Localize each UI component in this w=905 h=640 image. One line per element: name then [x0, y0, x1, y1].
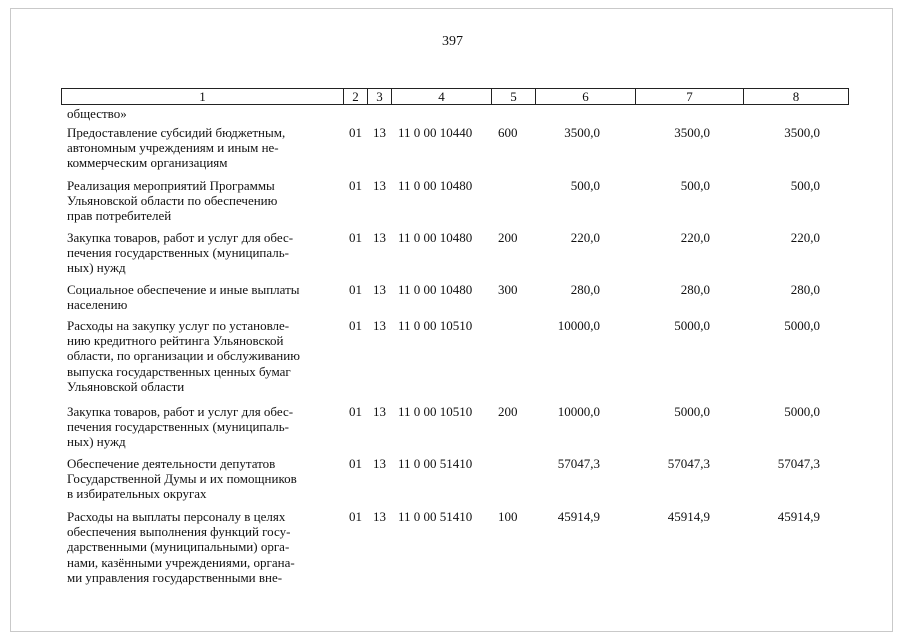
- description-line: ных) нужд: [67, 260, 126, 276]
- cell-expense-type: 200: [498, 404, 518, 419]
- cell-amount-8: 45914,9: [777, 509, 820, 524]
- cell-amount-8: 220,0: [790, 230, 820, 245]
- cell-expense-type: 100: [498, 509, 518, 524]
- cell-target-article: 11 0 00 10480: [398, 178, 473, 193]
- cell-amount-6: 45914,9: [557, 509, 600, 524]
- cell-subsection: 13: [373, 178, 386, 193]
- description-line: Обеспечение деятельности депутатов: [67, 456, 276, 471]
- row-description: [67, 125, 337, 171]
- header-col-8: 8: [792, 89, 800, 104]
- cell-target-article: 11 0 00 10480: [398, 282, 473, 297]
- cell-subsection: 13: [373, 125, 386, 140]
- cell-subsection: 13: [373, 404, 386, 419]
- description-line: печения государственных (муниципаль-: [67, 245, 290, 261]
- cell-subsection: 13: [373, 509, 386, 524]
- description-line: обеспечения выполнения функций госу-: [67, 524, 291, 540]
- cell-amount-7: 500,0: [680, 178, 710, 193]
- row-description: [67, 178, 337, 224]
- cell-amount-6: 500,0: [570, 178, 600, 193]
- cell-section: 01: [349, 318, 362, 333]
- cell-expense-type: 600: [498, 125, 518, 140]
- description-line: Расходы на закупку услуг по установле-: [67, 318, 290, 333]
- cell-amount-7: 220,0: [680, 230, 710, 245]
- cell-amount-8: 3500,0: [784, 125, 820, 140]
- cell-amount-7: 3500,0: [674, 125, 710, 140]
- description-line: нию кредитного рейтинга Ульяновской: [67, 333, 284, 349]
- row-description: [67, 282, 337, 312]
- cell-section: 01: [349, 125, 362, 140]
- header-col-3: 3: [368, 89, 392, 104]
- description-line: ми управления государственными вне-: [67, 569, 283, 585]
- description-line: Расходы на выплаты персоналу в целях: [67, 509, 286, 524]
- cell-amount-8: 57047,3: [777, 456, 820, 471]
- cell-subsection: 13: [373, 230, 386, 245]
- cell-subsection: 13: [373, 282, 386, 297]
- header-col-4: 4: [392, 89, 492, 104]
- cell-amount-8: 280,0: [790, 282, 820, 297]
- cell-amount-7: 280,0: [680, 282, 710, 297]
- header-col-2: 2: [344, 89, 368, 104]
- cell-amount-8: 500,0: [790, 178, 820, 193]
- cell-subsection: 13: [373, 456, 386, 471]
- header-col-5: 5: [492, 89, 536, 104]
- description-line: населению: [67, 297, 128, 313]
- description-line: дарственными (муниципальными) орга-: [67, 539, 290, 555]
- description-line: области, по организации и обслуживанию: [67, 348, 300, 364]
- cell-amount-6: 280,0: [570, 282, 600, 297]
- cell-amount-7: 57047,3: [667, 456, 710, 471]
- cell-amount-7: 45914,9: [667, 509, 710, 524]
- cell-target-article: 11 0 00 10480: [398, 230, 473, 245]
- description-line: Государственной Думы и их помощников: [67, 471, 297, 487]
- cell-amount-7: 5000,0: [674, 404, 710, 419]
- row-description: [67, 509, 337, 585]
- page-number: 397: [442, 34, 463, 49]
- description-line: нами, казёнными учреждениями, органа-: [67, 554, 295, 570]
- description-line: выпуска государственных ценных бумаг: [67, 363, 291, 379]
- cell-amount-6: 220,0: [570, 230, 600, 245]
- cell-expense-type: 200: [498, 230, 518, 245]
- cell-target-article: 11 0 00 10510: [398, 404, 473, 419]
- header-col-7: 7: [636, 89, 744, 104]
- row-description: [67, 106, 337, 121]
- cell-section: 01: [349, 282, 362, 297]
- header-col-6: 6: [536, 89, 636, 104]
- cell-amount-8: 5000,0: [784, 404, 820, 419]
- cell-section: 01: [349, 456, 362, 471]
- description-line: Социальное обеспечение и иные выплаты: [67, 282, 300, 297]
- table-header-row: [61, 88, 849, 105]
- cell-expense-type: 300: [498, 282, 518, 297]
- cell-amount-6: 10000,0: [557, 404, 600, 419]
- row-description: [67, 404, 337, 450]
- description-line: Реализация мероприятий Программы: [67, 178, 275, 193]
- cell-section: 01: [349, 404, 362, 419]
- row-description: [67, 318, 337, 394]
- cell-target-article: 11 0 00 10510: [398, 318, 473, 333]
- description-line: Ульяновской области по обеспечению: [67, 193, 278, 209]
- cell-subsection: 13: [373, 318, 386, 333]
- description-line: коммерческим организациям: [67, 155, 228, 171]
- description-line: печения государственных (муниципаль-: [67, 419, 290, 435]
- cell-amount-7: 5000,0: [674, 318, 710, 333]
- cell-section: 01: [349, 509, 362, 524]
- description-line: прав потребителей: [67, 208, 172, 224]
- cell-section: 01: [349, 178, 362, 193]
- description-line: автономным учреждениям и иным не-: [67, 140, 279, 156]
- cell-section: 01: [349, 230, 362, 245]
- description-line: Ульяновской области: [67, 378, 185, 394]
- cell-target-article: 11 0 00 10440: [398, 125, 473, 140]
- cell-amount-6: 57047,3: [557, 456, 600, 471]
- row-description: [67, 230, 337, 276]
- description-line: Закупка товаров, работ и услуг для обес-: [67, 230, 294, 245]
- cell-target-article: 11 0 00 51410: [398, 509, 473, 524]
- cell-amount-6: 3500,0: [564, 125, 600, 140]
- row-description: [67, 456, 337, 502]
- header-col-1: 1: [62, 89, 344, 104]
- cell-target-article: 11 0 00 51410: [398, 456, 473, 471]
- description-line: Предоставление субсидий бюджетным,: [67, 125, 286, 140]
- cell-amount-8: 5000,0: [784, 318, 820, 333]
- description-line: в избирательных округах: [67, 486, 207, 502]
- description-line: Закупка товаров, работ и услуг для обес-: [67, 404, 294, 419]
- cell-amount-6: 10000,0: [557, 318, 600, 333]
- description-line: общество»: [67, 106, 127, 121]
- description-line: ных) нужд: [67, 434, 126, 450]
